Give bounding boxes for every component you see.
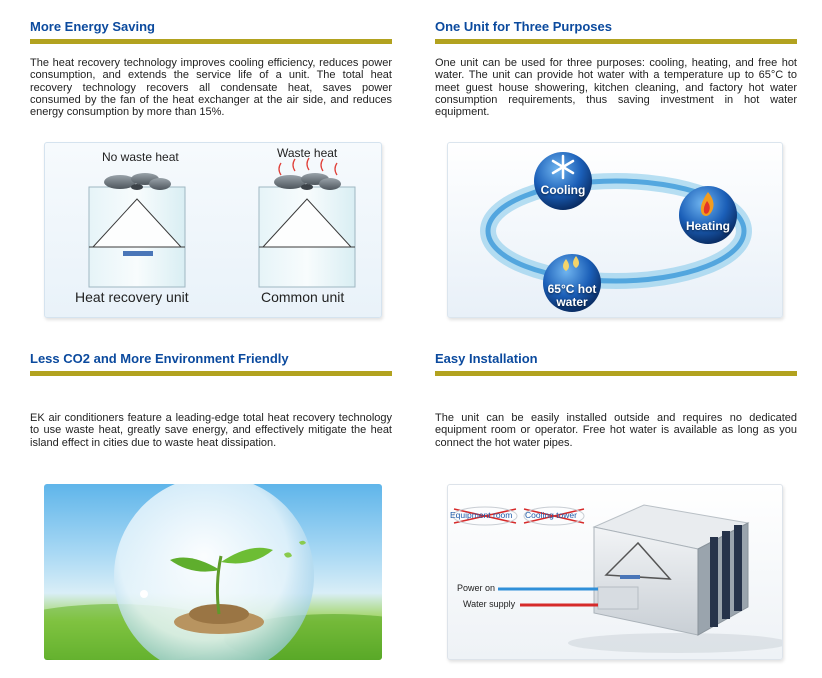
section-body: EK air conditioners feature a leading-edge total heat recovery technology to use waste heat, greatly save energy, and effectively mitigate the heat island effect in cities due to waste heat dissipation. xyxy=(30,412,392,449)
water-supply-label: Water supply xyxy=(463,599,516,609)
no-waste-heat-label: No waste heat xyxy=(102,150,179,164)
section-installation xyxy=(435,350,797,449)
power-on-label: Power on xyxy=(457,583,496,593)
three-purposes-figure xyxy=(447,142,783,318)
equipment-room-label: Equipment room xyxy=(450,510,513,520)
installation-figure xyxy=(447,484,783,660)
flower-icon xyxy=(140,590,148,598)
heat-recovery-figure xyxy=(44,142,382,318)
section-body: One unit can be used for three purposes: cooling, heating, and free hot water. The unit can provide hot water with a temperature up to 65°C to meet guest house showering, kitchen cleaning, and factory hot water consumption requirements, thus saving investment in hot water equipment. xyxy=(435,57,797,119)
section-energy-saving xyxy=(30,18,392,118)
heading-rule xyxy=(30,39,392,44)
section-environment xyxy=(30,350,392,449)
fan-icon xyxy=(104,173,171,190)
section-heading: Less CO2 and More Environment Friendly xyxy=(30,351,289,366)
heading-rule xyxy=(435,371,797,376)
cooling-label: Cooling xyxy=(540,183,586,197)
heating-label: Heating xyxy=(685,219,730,233)
fan-icon xyxy=(274,173,341,190)
section-heading: One Unit for Three Purposes xyxy=(435,19,612,34)
heat-wave-icon xyxy=(279,158,337,175)
hot-water-label-line2: water xyxy=(556,295,588,309)
common-unit-caption: Common unit xyxy=(261,289,345,305)
section-three-purposes xyxy=(435,18,797,118)
cooling-tower-label: Cooling tower xyxy=(525,510,577,520)
section-body: The unit can be easily installed outside and requires no dedicated equipment room or operator. Free hot water is available as long as you connect the hot water pipes. xyxy=(435,412,797,449)
heat-recovery-caption: Heat recovery unit xyxy=(75,289,189,305)
section-heading: More Energy Saving xyxy=(30,19,155,34)
section-heading: Easy Installation xyxy=(435,351,538,366)
waste-heat-label: Waste heat xyxy=(277,146,338,160)
hot-water-label-line1: 65°C hot xyxy=(547,282,597,296)
heading-rule xyxy=(435,39,797,44)
environment-figure xyxy=(44,484,382,660)
sprout-globe-illustration xyxy=(44,484,382,660)
heading-rule xyxy=(30,371,392,376)
section-body: The heat recovery technology improves cooling efficiency, reduces power consumption, and extends the service life of a unit. The total heat recovery technology recovers all condensate heat, saves power consumed by the fan of the heat exchanger at the air side, and reduces energy consumption by more than 15%. xyxy=(30,57,392,119)
